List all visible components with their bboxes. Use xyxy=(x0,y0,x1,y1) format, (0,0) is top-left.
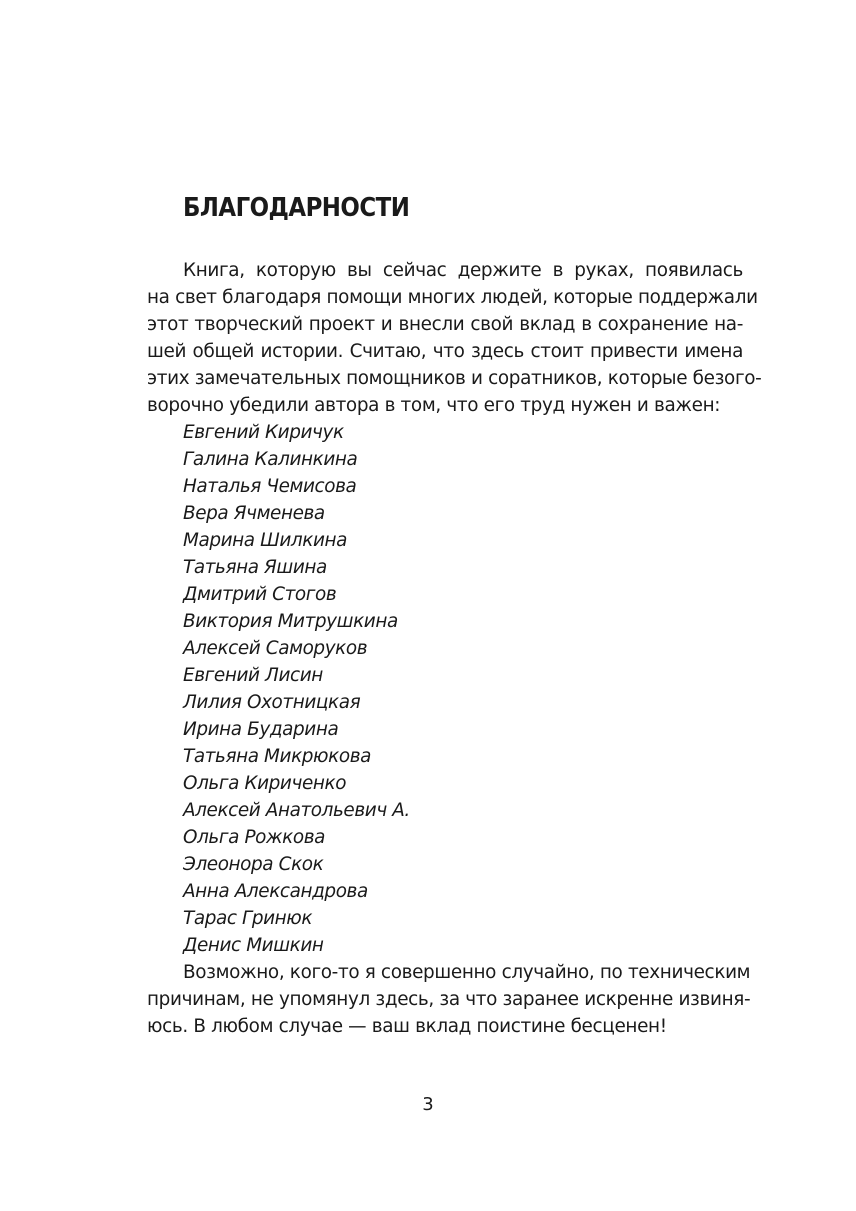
intro-line: шей общей истории. Считаю, что здесь стоит привести имена xyxy=(147,341,743,362)
list-item: Алексей Саморуков xyxy=(183,638,368,659)
list-item: Вера Ячменева xyxy=(183,503,325,524)
list-item: Ольга Кириченко xyxy=(183,773,347,794)
list-item: Ирина Бударина xyxy=(183,719,339,740)
intro-line: этот творческий проект и внесли свой вклад в сохранение на- xyxy=(147,314,743,335)
list-item: Виктория Митрушкина xyxy=(183,611,398,632)
closing-line: Возможно, кого-то я совершенно случайно, по техническим xyxy=(183,962,751,983)
intro-line: ворочно убедили автора в том, что его труд нужен и важен: xyxy=(147,395,721,416)
intro-line: Книга, которую вы сейчас держите в руках, появилась xyxy=(183,260,743,281)
list-item: Галина Калинкина xyxy=(183,449,358,470)
list-item: Татьяна Микрюкова xyxy=(183,746,372,767)
intro-line: этих замечательных помощников и соратников, которые безого- xyxy=(147,368,762,389)
page-number: 3 xyxy=(422,1094,434,1115)
list-item: Евгений Лисин xyxy=(183,665,323,686)
list-item: Алексей Анатольевич А. xyxy=(183,800,410,821)
names-list xyxy=(147,419,743,959)
list-item: Наталья Чемисова xyxy=(183,476,357,497)
intro-line: на свет благодаря помощи многих людей, которые поддержали xyxy=(147,287,758,308)
list-item: Евгений Киричук xyxy=(183,422,344,443)
closing-line: юсь. В любом случае — ваш вклад поистине бесценен! xyxy=(147,1016,667,1037)
list-item: Ольга Рожкова xyxy=(183,827,326,848)
list-item: Марина Шилкина xyxy=(183,530,348,551)
list-item: Денис Мишкин xyxy=(183,935,324,956)
list-item: Дмитрий Стогов xyxy=(183,584,337,605)
page-heading: БЛАГОДАРНОСТИ xyxy=(183,193,410,223)
body-text xyxy=(147,257,762,1040)
list-item: Тарас Гринюк xyxy=(183,908,313,929)
list-item: Элеонора Скок xyxy=(183,854,324,875)
list-item: Татьяна Яшина xyxy=(183,557,327,578)
list-item: Анна Александрова xyxy=(183,881,368,902)
closing-line: причинам, не упомянул здесь, за что заранее искренне извиня- xyxy=(147,989,751,1010)
list-item: Лилия Охотницкая xyxy=(183,692,361,713)
